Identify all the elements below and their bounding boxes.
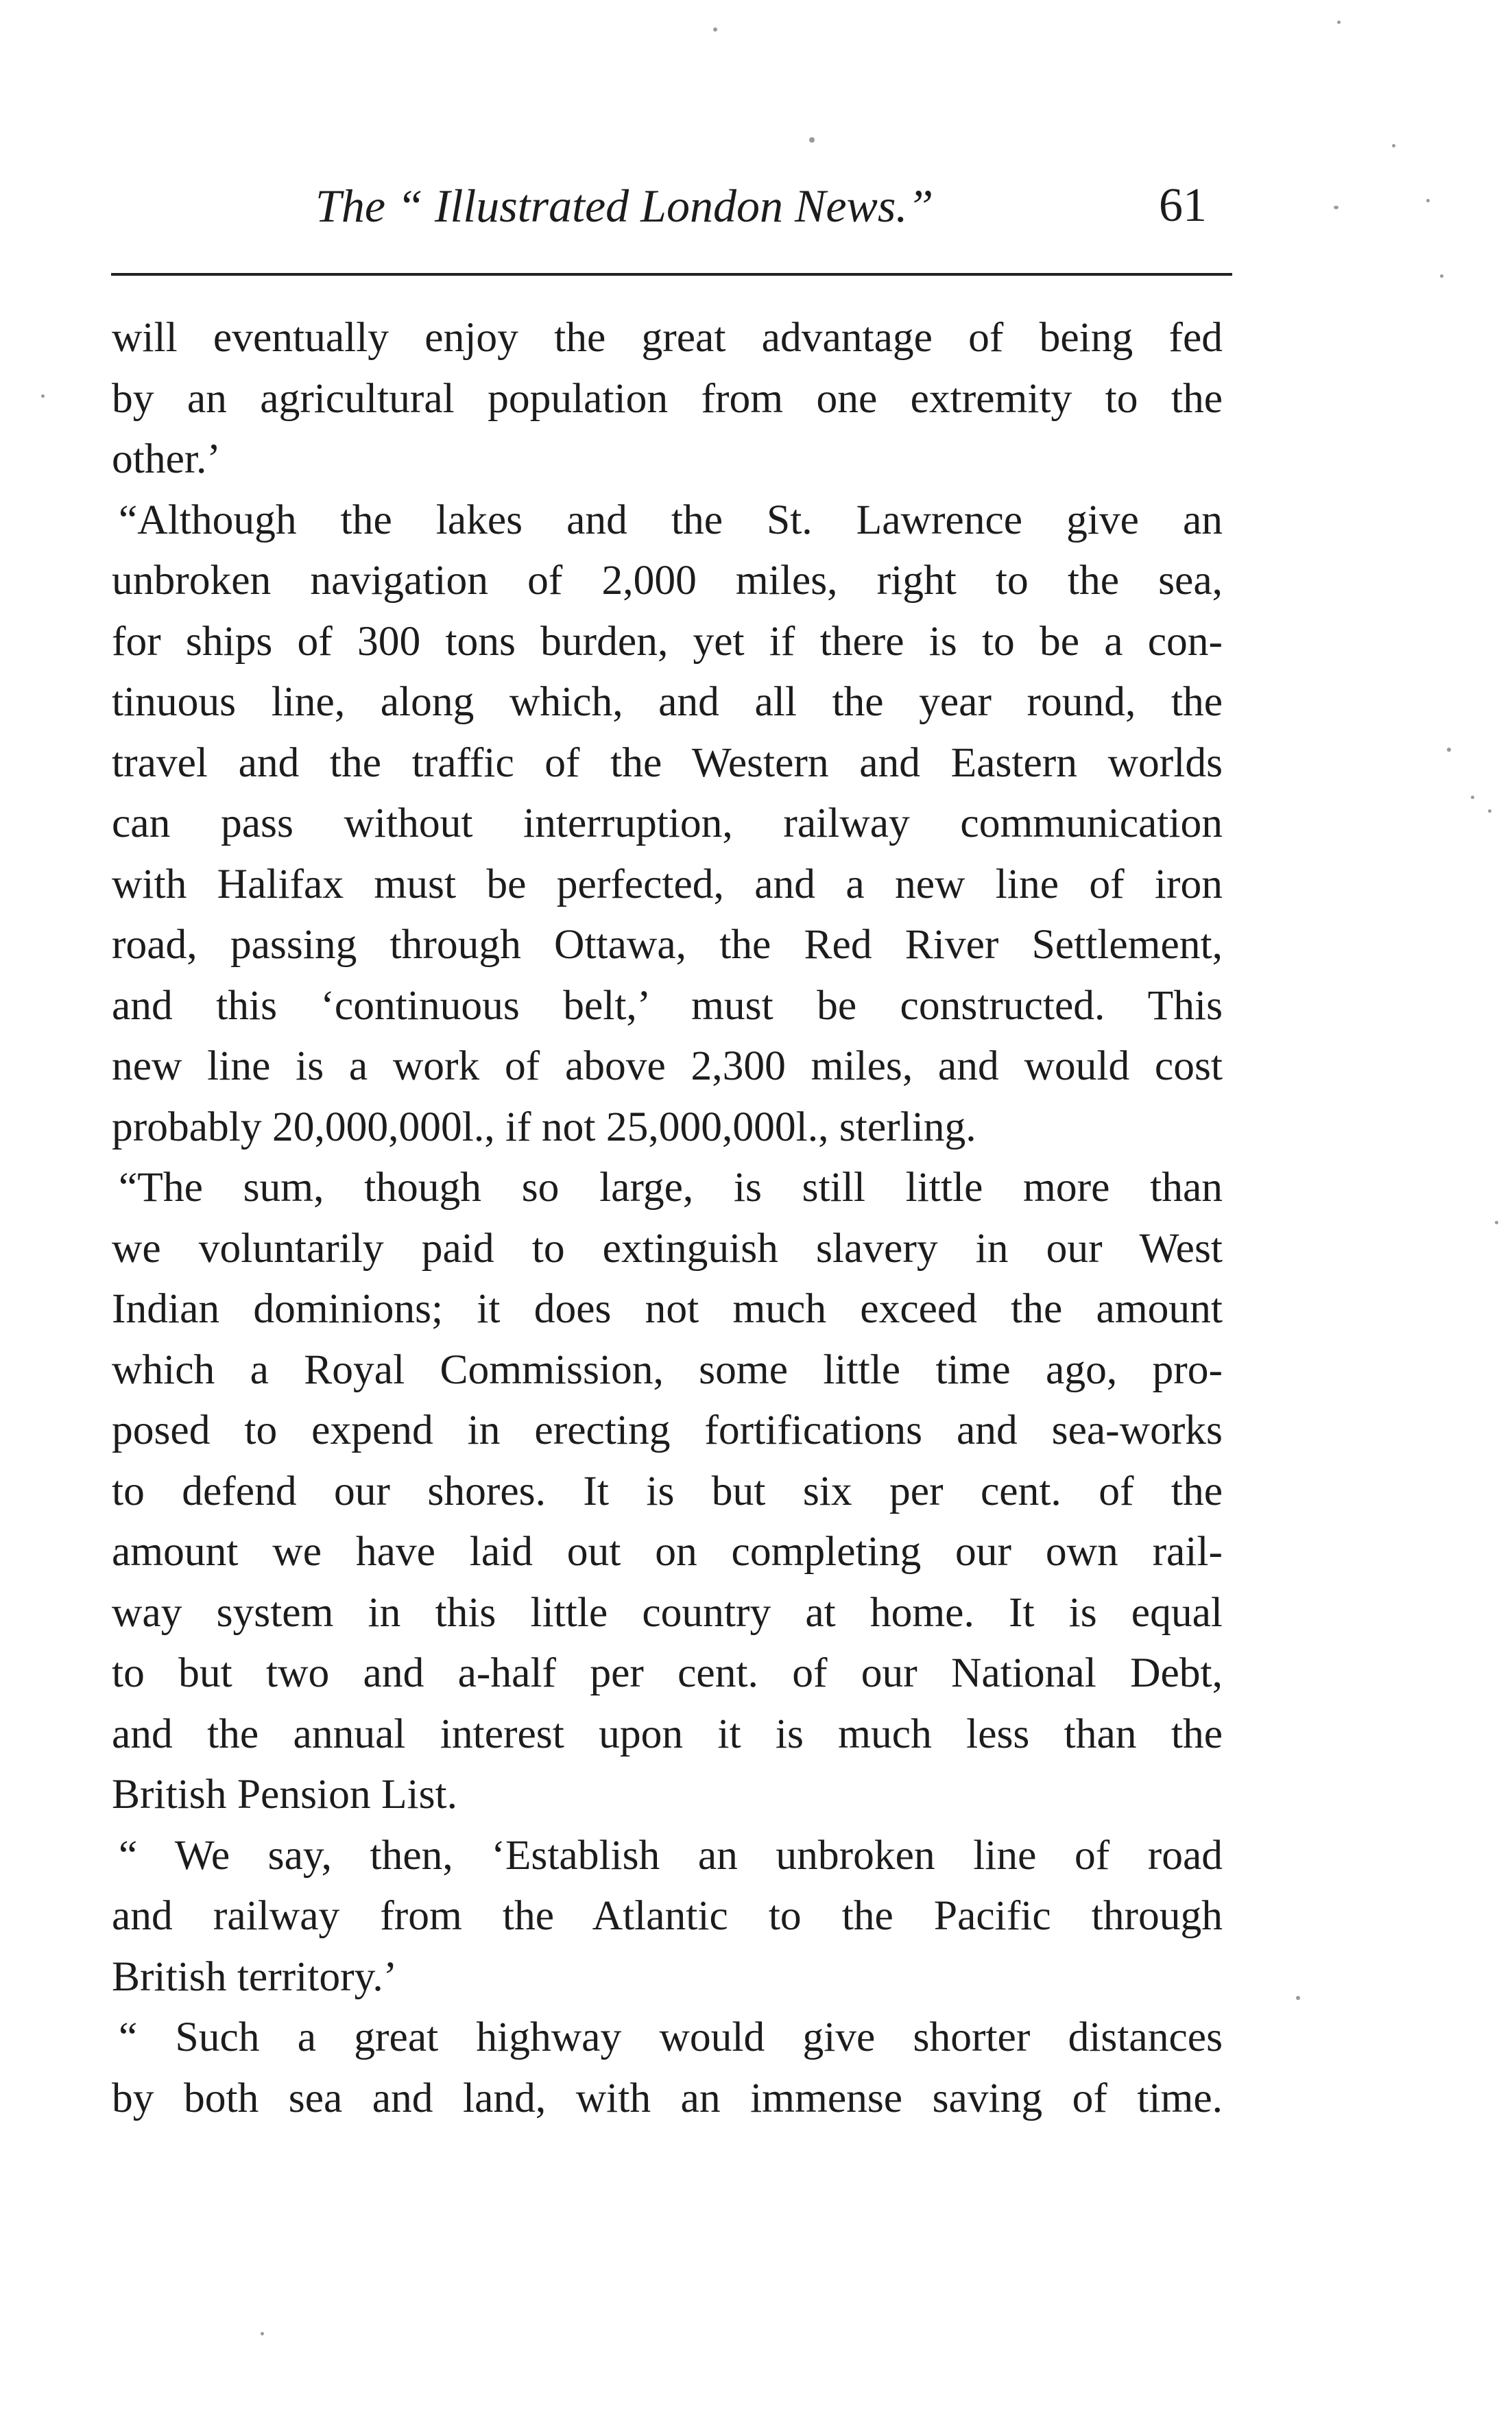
scan-speck [1488, 809, 1491, 813]
text-line: probably 20,000,000l., if not 25,000,000l., sterling. [112, 1103, 976, 1150]
scan-speck [1296, 1996, 1300, 2000]
text-line: to but two and a-half per cent. of our National Debt, [112, 1650, 1223, 1696]
text-line: unbroken navigation of 2,000 miles, right to the sea, [112, 557, 1223, 604]
page-number: 61 [1159, 179, 1207, 232]
scan-speck [1495, 1221, 1498, 1224]
body-text [112, 307, 1223, 2128]
text-line: can pass without interruption, railway communication [112, 800, 1223, 846]
text-line: and railway from the Atlantic to the Pacific through [112, 1892, 1223, 1939]
text-line: we voluntarily paid to extinguish slavery in our West [112, 1224, 1223, 1272]
header-rule [111, 273, 1232, 276]
text-line: will eventually enjoy the great advantage of being fed [112, 314, 1223, 361]
scan-speck [1334, 206, 1339, 209]
text-line: by both sea and land, with an immense saving of time. [112, 2074, 1223, 2121]
scan-speck [1440, 274, 1443, 278]
text-line: road, passing through Ottawa, the Red River Settlement, [112, 921, 1223, 968]
text-line: which a Royal Commission, some little time ago, pro- [112, 1346, 1223, 1393]
text-line: amount we have laid out on completing our own rail- [112, 1528, 1223, 1575]
text-line: “ Such a great highway would give shorter distances [119, 2014, 1223, 2060]
text-line: and the annual interest upon it is much less than the [112, 1710, 1223, 1757]
text-line: other.’ [112, 436, 221, 482]
text-line: British territory.’ [112, 1953, 398, 2000]
text-line: tinuous line, along which, and all the year round, the [112, 678, 1223, 725]
scan-speck [261, 2332, 264, 2335]
text-line: way system in this little country at home. It is equal [112, 1588, 1223, 1636]
text-line: and this ‘continuous belt,’ must be constructed. This [112, 981, 1223, 1029]
text-line: for ships of 300 tons burden, yet if there is to be a con- [112, 617, 1223, 665]
text-line: “ We say, then, ‘Establish an unbroken line of road [119, 1831, 1223, 1879]
text-line: by an agricultural population from one extremity to the [112, 374, 1223, 422]
scan-speck [713, 27, 717, 32]
scan-speck [1392, 144, 1395, 147]
text-line: with Halifax must be perfected, and a new line of iron [112, 860, 1223, 907]
text-line: “The sum, though so large, is still little more than [119, 1164, 1223, 1211]
scan-speck [41, 394, 45, 398]
text-line: Indian dominions; it does not much exceed the amount [112, 1285, 1223, 1332]
text-line: “Although the lakes and the St. Lawrence give an [119, 496, 1223, 543]
text-line: new line is a work of above 2,300 miles, and would cost [112, 1043, 1223, 1089]
scan-speck [809, 137, 815, 143]
text-line: British Pension List. [112, 1771, 458, 1818]
scan-speck [1447, 748, 1451, 752]
scan-speck [1471, 796, 1474, 799]
scan-speck [1337, 21, 1341, 24]
text-line: travel and the traffic of the Western and Eastern worlds [112, 739, 1223, 786]
running-title: The “ Illustrated London News.” [315, 180, 934, 232]
running-head [110, 175, 1234, 243]
scan-speck [1426, 199, 1430, 202]
text-line: posed to expend in erecting fortifications and sea-works [112, 1407, 1223, 1453]
text-line: to defend our shores. It is but six per cent. of the [112, 1467, 1223, 1514]
